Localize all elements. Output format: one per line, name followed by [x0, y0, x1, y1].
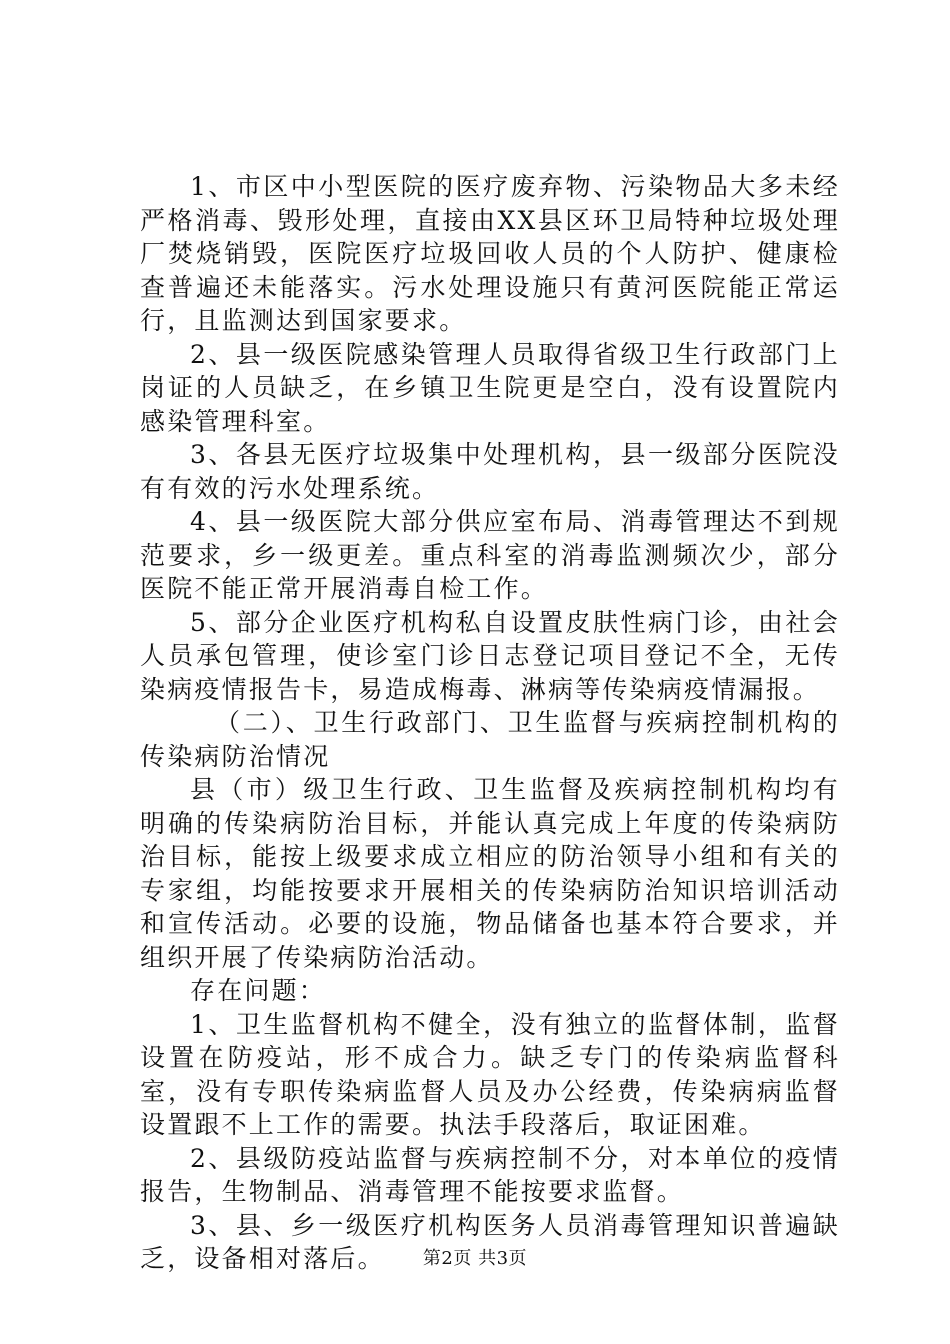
paragraph-item-3: 3、各县无医疗垃圾集中处理机构，县一级部分医院没有有效的污水处理系统。 [140, 440, 840, 503]
paragraph-item-4: 4、县一级医院大部分供应室布局、消毒管理达不到规范要求，乡一级更差。重点科室的消毒监测频次少，部分医院不能正常开展消毒自检工作。 [140, 507, 840, 603]
problem-item-1: 1、卫生监督机构不健全，没有独立的监督体制，监督设置在防疫站，形不成合力。缺乏专门的传染病监督科室，没有专职传染病监督人员及办公经费，传染病病监督设置跟不上工作的需要。执法手段落后，取证困难。 [140, 1009, 840, 1139]
problems-heading: 存在问题： [190, 976, 327, 1005]
paragraph-item-5: 5、部分企业医疗机构私自设置皮肤性病门诊，由社会人员承包管理，使诊室门诊日志登记项目登记不全，无传染病疫情报告卡，易造成梅毒、淋病等传染病疫情漏报。 [140, 607, 840, 704]
problem-item-3: 3、县、乡一级医疗机构医务人员消毒管理知识普遍缺乏，设备相对落后。 [140, 1210, 840, 1273]
section-heading: （二）、卫生行政部门、卫生监督与疾病控制机构的传染病防治情况 [140, 708, 840, 771]
document-body [140, 170, 840, 1276]
paragraph-item-1: 1、市区中小型医院的医疗废弃物、污染物品大多未经严格消毒、毁形处理，直接由XX县区环卫局特种垃圾处理厂焚烧销毁，医院医疗垃圾回收人员的个人防护、健康检查普遍还未能落实。污水处理设施只有黄河医院能正常运行，且监测达到国家要求。 [140, 172, 840, 335]
page-number-footer: 第2页 共3页 [422, 1248, 528, 1269]
problem-item-2: 2、县级防疫站监督与疾病控制不分，对本单位的疫情报告，生物制品、消毒管理不能按要求监督。 [140, 1143, 840, 1206]
paragraph-item-2: 2、县一级医院感染管理人员取得省级卫生行政部门上岗证的人员缺乏，在乡镇卫生院更是空白，没有设置院内感染管理科室。 [140, 339, 840, 436]
section-summary-paragraph: 县（市）级卫生行政、卫生监督及疾病控制机构均有明确的传染病防治目标，并能认真完成上年度的传染病防治目标，能按上级要求成立相应的防治领导小组和有关的专家组，均能按要求开展相关的传染病防治知识培训活动和宣传活动。必要的设施，物品储备也基本符合要求，并组织开展了传染病防治活动。 [140, 775, 840, 972]
